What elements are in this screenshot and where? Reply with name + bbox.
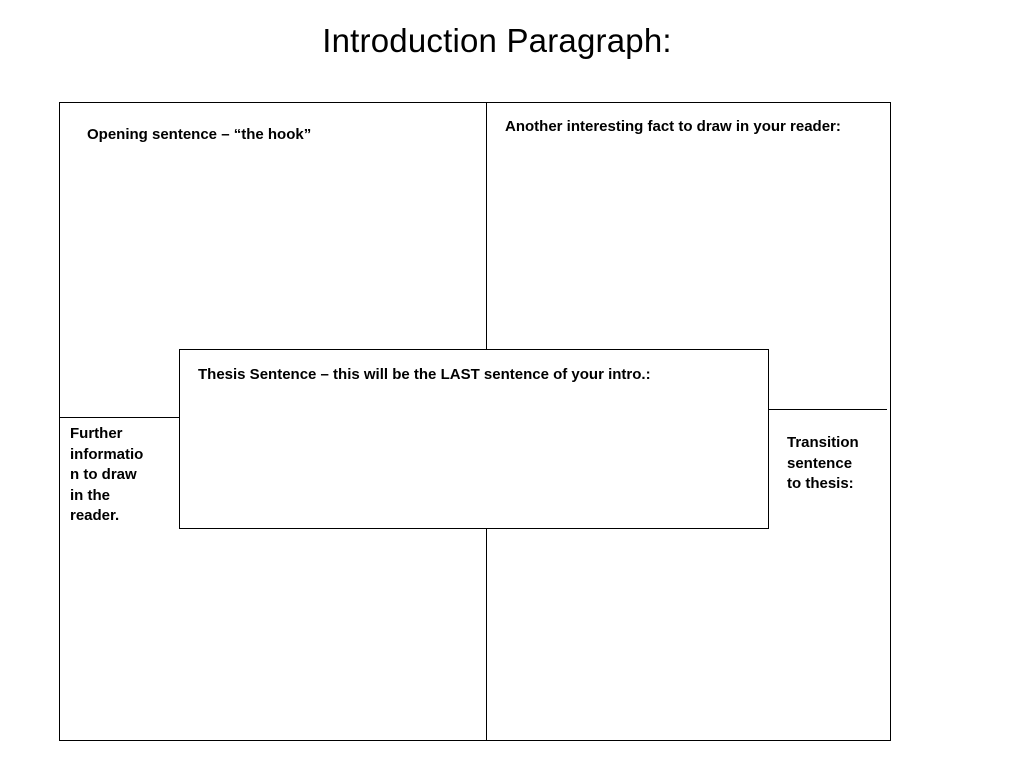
transition-line: Transition (787, 434, 859, 451)
right-horizontal-divider (768, 409, 887, 410)
thesis-box (179, 349, 769, 529)
transition-line: sentence (787, 454, 853, 472)
further-info-line: reader. (70, 507, 120, 524)
further-info-line: informatio (70, 445, 144, 463)
left-horizontal-divider (59, 417, 180, 418)
interesting-fact-label: Another interesting fact to draw in your reader: (505, 118, 841, 135)
further-info-line: n to draw (70, 466, 137, 483)
further-info-label (70, 424, 143, 527)
transition-line: to thesis: (787, 475, 854, 492)
page-title: Introduction Paragraph: (322, 22, 672, 59)
thesis-label: Thesis Sentence – this will be the LAST sentence of your intro.: (198, 366, 651, 383)
further-info-line: Further (70, 425, 123, 442)
transition-label (787, 433, 859, 495)
further-info-line: in the (70, 486, 110, 504)
hook-label: Opening sentence – “the hook” (87, 126, 312, 143)
